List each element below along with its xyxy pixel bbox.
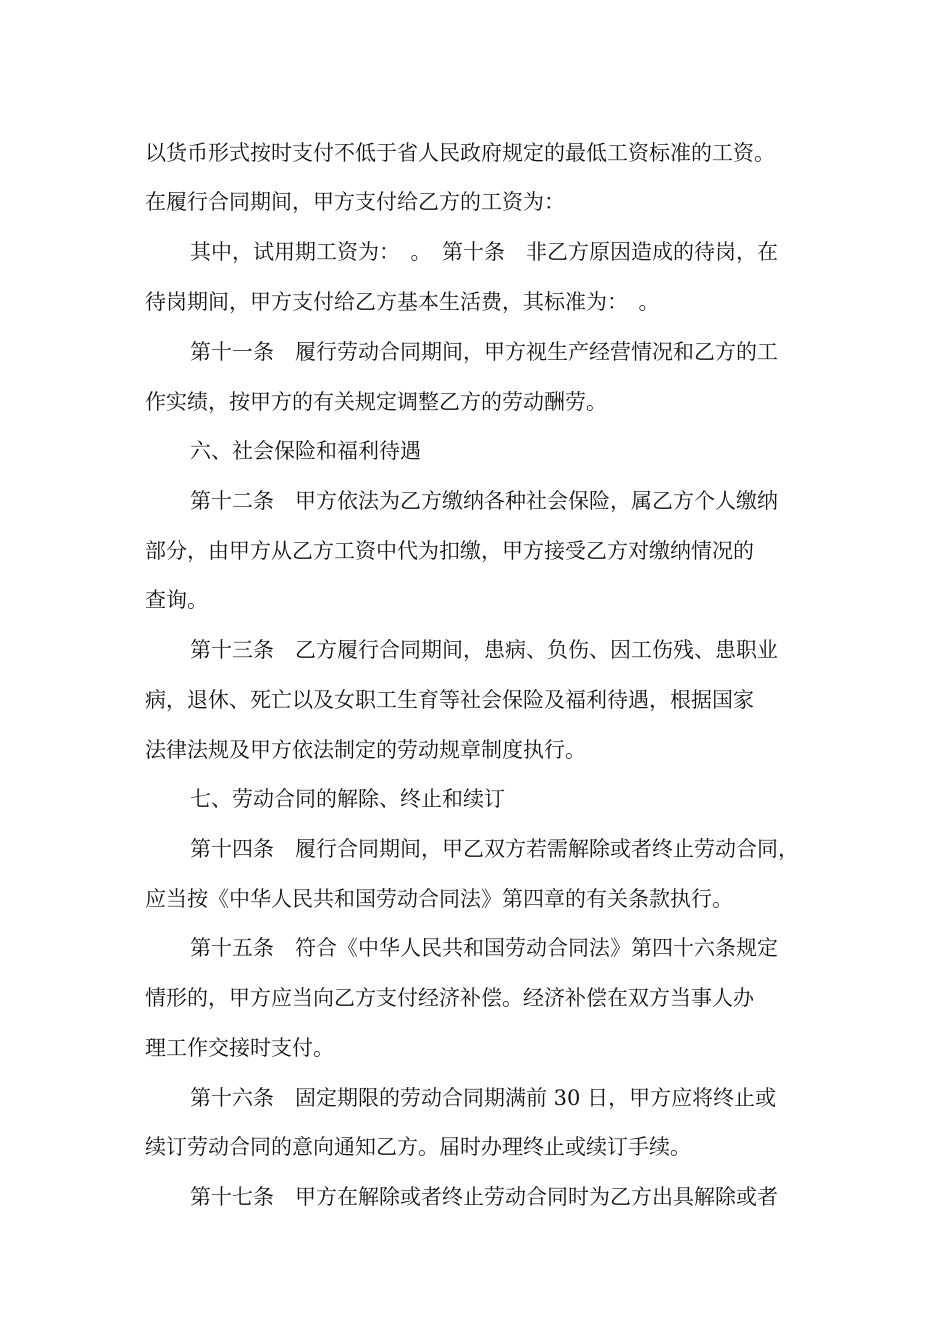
text-line: 第十一条 履行劳动合同期间，甲方视生产经营情况和乙方的工: [190, 340, 778, 364]
text-line: 第十七条 甲方在解除或者终止劳动合同时为乙方出具解除或者: [190, 1185, 778, 1209]
text-line: 第十四条 履行合同期间，甲乙双方若需解除或者终止劳动合同，: [190, 837, 799, 861]
text-line: 续订劳动合同的意向通知乙方。届时办理终止或续订手续。: [145, 1135, 691, 1159]
text-line: 第十三条 乙方履行合同期间，患病、负伤、因工伤残、患职业: [190, 638, 778, 662]
text-line: 第十六条 固定期限的劳动合同期满前 30 日，甲方应将终止或: [190, 1086, 777, 1110]
text-line: 查询。: [145, 588, 208, 612]
section-heading: 六、社会保险和福利待遇: [190, 439, 421, 463]
text-line: 情形的，甲方应当向乙方支付经济补偿。经济补偿在双方当事人办: [145, 986, 754, 1010]
text-line: 第十五条 符合《中华人民共和国劳动合同法》第四十六条规定: [190, 936, 778, 960]
text-line: 理工作交接时支付。: [145, 1036, 334, 1060]
text-line: 病，退休、死亡以及女职工生育等社会保险及福利待遇，根据国家: [145, 688, 754, 712]
text-line: 作实绩，按甲方的有关规定调整乙方的劳动酬劳。: [145, 390, 607, 414]
text-line: 在履行合同期间，甲方支付给乙方的工资为：: [145, 190, 565, 214]
text-line: 第十二条 甲方依法为乙方缴纳各种社会保险，属乙方个人缴纳: [190, 489, 778, 513]
text-line: 待岗期间，甲方支付给乙方基本生活费，其标准为： 。: [145, 290, 660, 314]
text-line: 应当按《中华人民共和国劳动合同法》第四章的有关条款执行。: [145, 887, 733, 911]
text-line: 其中，试用期工资为： 。 第十条 非乙方原因造成的待岗，在: [190, 240, 778, 264]
text-line: 法律法规及甲方依法制定的劳动规章制度执行。: [145, 738, 586, 762]
text-line: 部分，由甲方从乙方工资中代为扣缴，甲方接受乙方对缴纳情况的: [145, 539, 754, 563]
section-heading: 七、劳动合同的解除、终止和续订: [190, 787, 505, 811]
text-line: 以货币形式按时支付不低于省人民政府规定的最低工资标准的工资。: [145, 141, 775, 165]
